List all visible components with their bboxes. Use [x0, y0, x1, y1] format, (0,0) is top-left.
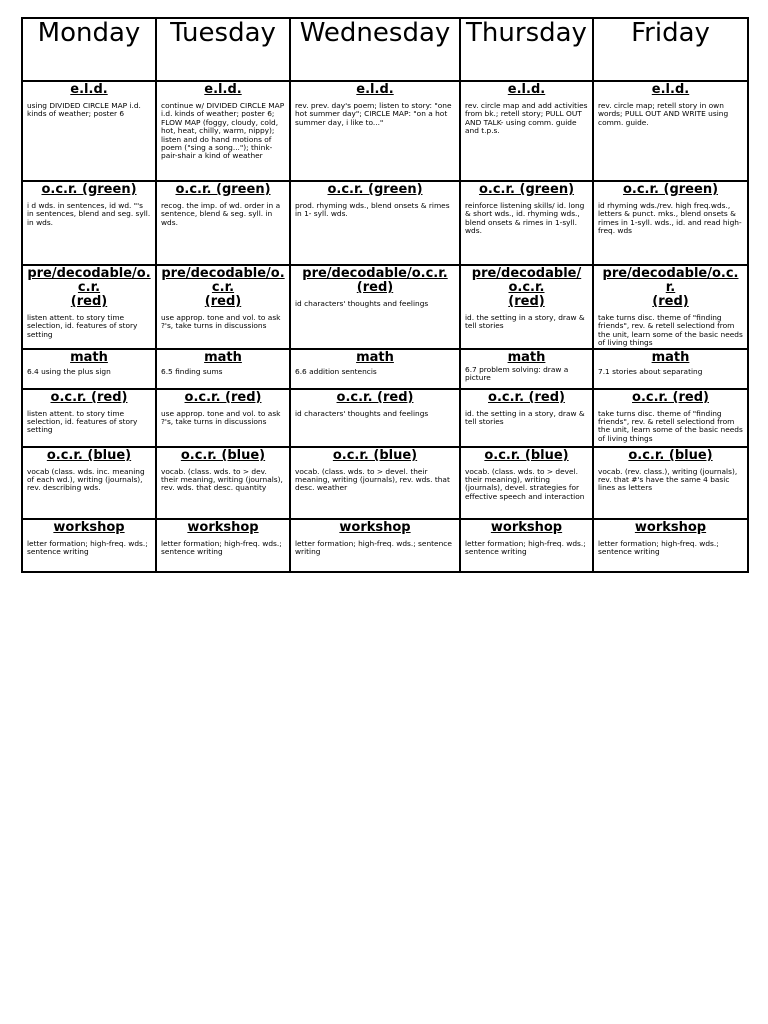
lesson-text: letter formation; high-freq. wds.; sentence writing — [598, 538, 719, 557]
subject-heading: e.l.d. — [651, 82, 690, 97]
lesson-text: letter formation; high-freq. wds.; sentence writing — [161, 538, 282, 557]
row-ocr-green — [22, 181, 748, 265]
day-header-friday: Friday — [593, 18, 748, 81]
lesson-text: prod. rhyming wds., blend onsets & rimes in 1- syll. wds. — [295, 201, 450, 219]
lesson-text: letter formation; high-freq. wds.; sentence writing — [295, 538, 452, 557]
subject-heading: o.c.r. (green) — [327, 182, 423, 197]
cell-ocr-green-wednesday — [290, 181, 460, 265]
row-ocr-red — [22, 389, 748, 447]
cell-ocr-blue-friday — [593, 447, 748, 519]
lesson-text: using DIVIDED CIRCLE MAP i.d. kinds of weather; poster 6 — [27, 101, 141, 119]
lesson-text: reinforce listening skills/ id. long & short wds., id. rhyming wds., blend onsets & rimes in 1-syll. wds. — [465, 201, 585, 236]
cell-math-tuesday — [156, 349, 290, 389]
cell-math-wednesday — [290, 349, 460, 389]
lesson-text: i d wds. in sentences, id wd. "'s in sentences, blend and seg. syll. in wds. — [27, 201, 151, 227]
lesson-text: id rhyming wds./rev. high freq.wds., letters & punct. mks., blend onsets & rimes in 1-syll. wds., id. and read high-freq. wds — [598, 201, 742, 236]
subject-heading: o.c.r. (blue) — [332, 447, 418, 463]
lesson-text: id. the setting in a story, draw & tell stories — [465, 313, 585, 331]
cell-pre-decodable-monday — [22, 265, 156, 349]
lesson-text: vocab. (class. wds. to > devel. their meaning, writing (journals), rev. wds. that desc. weather — [295, 466, 450, 493]
cell-ocr-green-friday — [593, 181, 748, 265]
row-eld — [22, 81, 748, 181]
lesson-text: id. the setting in a story, draw & tell stories — [465, 408, 585, 427]
lesson-text: vocab. (class. wds. to > dev. their meaning, writing (journals), rev. wds. that desc. quantity — [161, 466, 283, 493]
row-ocr-blue — [22, 447, 748, 519]
lesson-text: rev. prev. day's poem; listen to story: "one hot summer day"; CIRCLE MAP: "on a hot summer day, i like to..." — [295, 101, 452, 127]
lesson-text: vocab (class. wds. inc. meaning of each wd.), writing (journals), rev. describing wds. — [27, 466, 145, 493]
subject-heading: e.l.d. — [70, 82, 108, 97]
subject-heading: o.c.r. (green) — [622, 182, 719, 197]
subject-heading: pre/decodable/o.c.r. (red) — [602, 266, 739, 309]
subject-heading: o.c.r. (red) — [488, 389, 565, 405]
cell-pre-decodable-tuesday — [156, 265, 290, 349]
cell-math-monday — [22, 349, 156, 389]
subject-heading: pre/decodable/o.c.r. (red) — [471, 266, 582, 309]
day-header-tuesday: Tuesday — [156, 18, 290, 81]
subject-heading: math — [204, 349, 242, 365]
subject-heading: pre/decodable/o.c.r. (red) — [161, 266, 285, 309]
lesson-text: rev. circle map and add activities from bk.; retell story; PULL OUT AND TALK- using comm. guide and t.p.s. — [465, 101, 588, 136]
subject-heading: o.c.r. (green) — [478, 182, 575, 197]
subject-heading: e.l.d. — [507, 82, 546, 97]
cell-workshop-monday — [22, 519, 156, 572]
cell-workshop-tuesday — [156, 519, 290, 572]
subject-heading: math — [651, 349, 690, 365]
cell-eld-friday — [593, 81, 748, 181]
lesson-text: letter formation; high-freq. wds.; sentence writing — [465, 538, 586, 557]
lesson-text: 6.6 addition sentencis — [295, 366, 377, 376]
cell-ocr-red-tuesday — [156, 389, 290, 447]
subject-heading: math — [356, 349, 394, 365]
lesson-text: use approp. tone and vol. to ask ?'s, take turns in discussions — [161, 408, 281, 427]
subject-heading: o.c.r. (green) — [175, 182, 271, 197]
lesson-text: id characters' thoughts and feelings — [295, 408, 429, 418]
lesson-text: vocab. (class. wds. to > devel. their meaning), writing (journals), devel. strategies for effective speech and interaction — [465, 466, 585, 501]
cell-ocr-blue-wednesday — [290, 447, 460, 519]
cell-ocr-green-tuesday — [156, 181, 290, 265]
cell-math-thursday — [460, 349, 593, 389]
subject-heading: workshop — [53, 519, 125, 535]
subject-heading: workshop — [339, 519, 411, 535]
cell-ocr-red-monday — [22, 389, 156, 447]
subject-heading: o.c.r. (blue) — [46, 447, 132, 463]
subject-heading: e.l.d. — [204, 82, 242, 97]
cell-ocr-green-monday — [22, 181, 156, 265]
weekly-lesson-planner — [21, 17, 749, 573]
subject-heading: math — [70, 349, 108, 365]
lesson-text: id characters' thoughts and feelings — [295, 299, 429, 308]
day-header-thursday: Thursday — [460, 18, 593, 81]
cell-workshop-thursday — [460, 519, 593, 572]
day-header-wednesday: Wednesday — [290, 18, 460, 81]
lesson-text: listen attent. to story time selection, id. features of story setting — [27, 313, 138, 339]
cell-pre-decodable-wednesday — [290, 265, 460, 349]
subject-heading: o.c.r. (blue) — [628, 447, 713, 463]
day-header-row — [22, 18, 748, 81]
subject-heading: workshop — [187, 519, 259, 535]
cell-ocr-blue-thursday — [460, 447, 593, 519]
subject-heading: e.l.d. — [356, 82, 394, 97]
lesson-text: 6.4 using the plus sign — [27, 366, 111, 376]
lesson-text: 6.5 finding sums — [161, 366, 223, 376]
subject-heading: o.c.r. (red) — [50, 389, 128, 405]
cell-eld-wednesday — [290, 81, 460, 181]
cell-pre-decodable-thursday — [460, 265, 593, 349]
day-header-monday: Monday — [22, 18, 156, 81]
lesson-text: take turns disc. theme of "finding friends", rev. & retell selectiond from the unit, learn some of the basic needs of living things — [598, 408, 743, 443]
subject-heading: workshop — [634, 519, 707, 535]
lesson-text: continue w/ DIVIDED CIRCLE MAP i.d. kinds of weather; poster 6; FLOW MAP (foggy, cloudy, cold, hot, heat, chilly, warm, nippy); listen and do hand motions of poem ("sing a song..."); think-pair-shair a kind of weather — [161, 101, 285, 161]
subject-heading: pre/decodable/o.c.r. (red) — [27, 266, 151, 309]
cell-pre-decodable-friday — [593, 265, 748, 349]
cell-ocr-green-thursday — [460, 181, 593, 265]
lesson-text: letter formation; high-freq. wds.; sentence writing — [27, 538, 148, 557]
lesson-text: take turns disc. theme of "finding friends", rev. & retell selectiond from the unit, learn some of the basic needs of living things — [598, 313, 743, 348]
cell-eld-thursday — [460, 81, 593, 181]
row-workshop — [22, 519, 748, 572]
cell-eld-monday — [22, 81, 156, 181]
subject-heading: o.c.r. (green) — [41, 182, 137, 197]
cell-workshop-friday — [593, 519, 748, 572]
cell-eld-tuesday — [156, 81, 290, 181]
subject-heading: o.c.r. (blue) — [484, 447, 569, 463]
lesson-text: vocab. (rev. class.), writing (journals), rev. that #'s have the same 4 basic lines as letters — [598, 466, 738, 493]
row-pre-decodable — [22, 265, 748, 349]
subject-heading: math — [507, 349, 546, 365]
row-math — [22, 349, 748, 389]
subject-heading: o.c.r. (red) — [184, 389, 262, 405]
cell-ocr-red-thursday — [460, 389, 593, 447]
lesson-text: use approp. tone and vol. to ask ?'s, take turns in discussions — [161, 313, 281, 331]
lesson-text: 7.1 stories about separating — [598, 366, 703, 376]
subject-heading: o.c.r. (red) — [336, 389, 414, 405]
cell-workshop-wednesday — [290, 519, 460, 572]
subject-heading: o.c.r. (blue) — [180, 447, 266, 463]
subject-heading: pre/decodable/o.c.r. (red) — [302, 266, 448, 295]
lesson-text: listen attent. to story time selection, id. features of story setting — [27, 408, 138, 435]
cell-ocr-blue-tuesday — [156, 447, 290, 519]
subject-heading: workshop — [490, 519, 563, 535]
subject-heading: o.c.r. (red) — [632, 389, 709, 405]
lesson-text: 6.7 problem solving: draw a picture — [465, 364, 569, 383]
cell-math-friday — [593, 349, 748, 389]
cell-ocr-red-wednesday — [290, 389, 460, 447]
lesson-text: rev. circle map; retell story in own words; PULL OUT AND WRITE using comm. guide. — [598, 101, 729, 127]
cell-ocr-red-friday — [593, 389, 748, 447]
lesson-text: recog. the imp. of wd. order in a sentence, blend & seg. syll. in wds. — [161, 201, 281, 227]
cell-ocr-blue-monday — [22, 447, 156, 519]
